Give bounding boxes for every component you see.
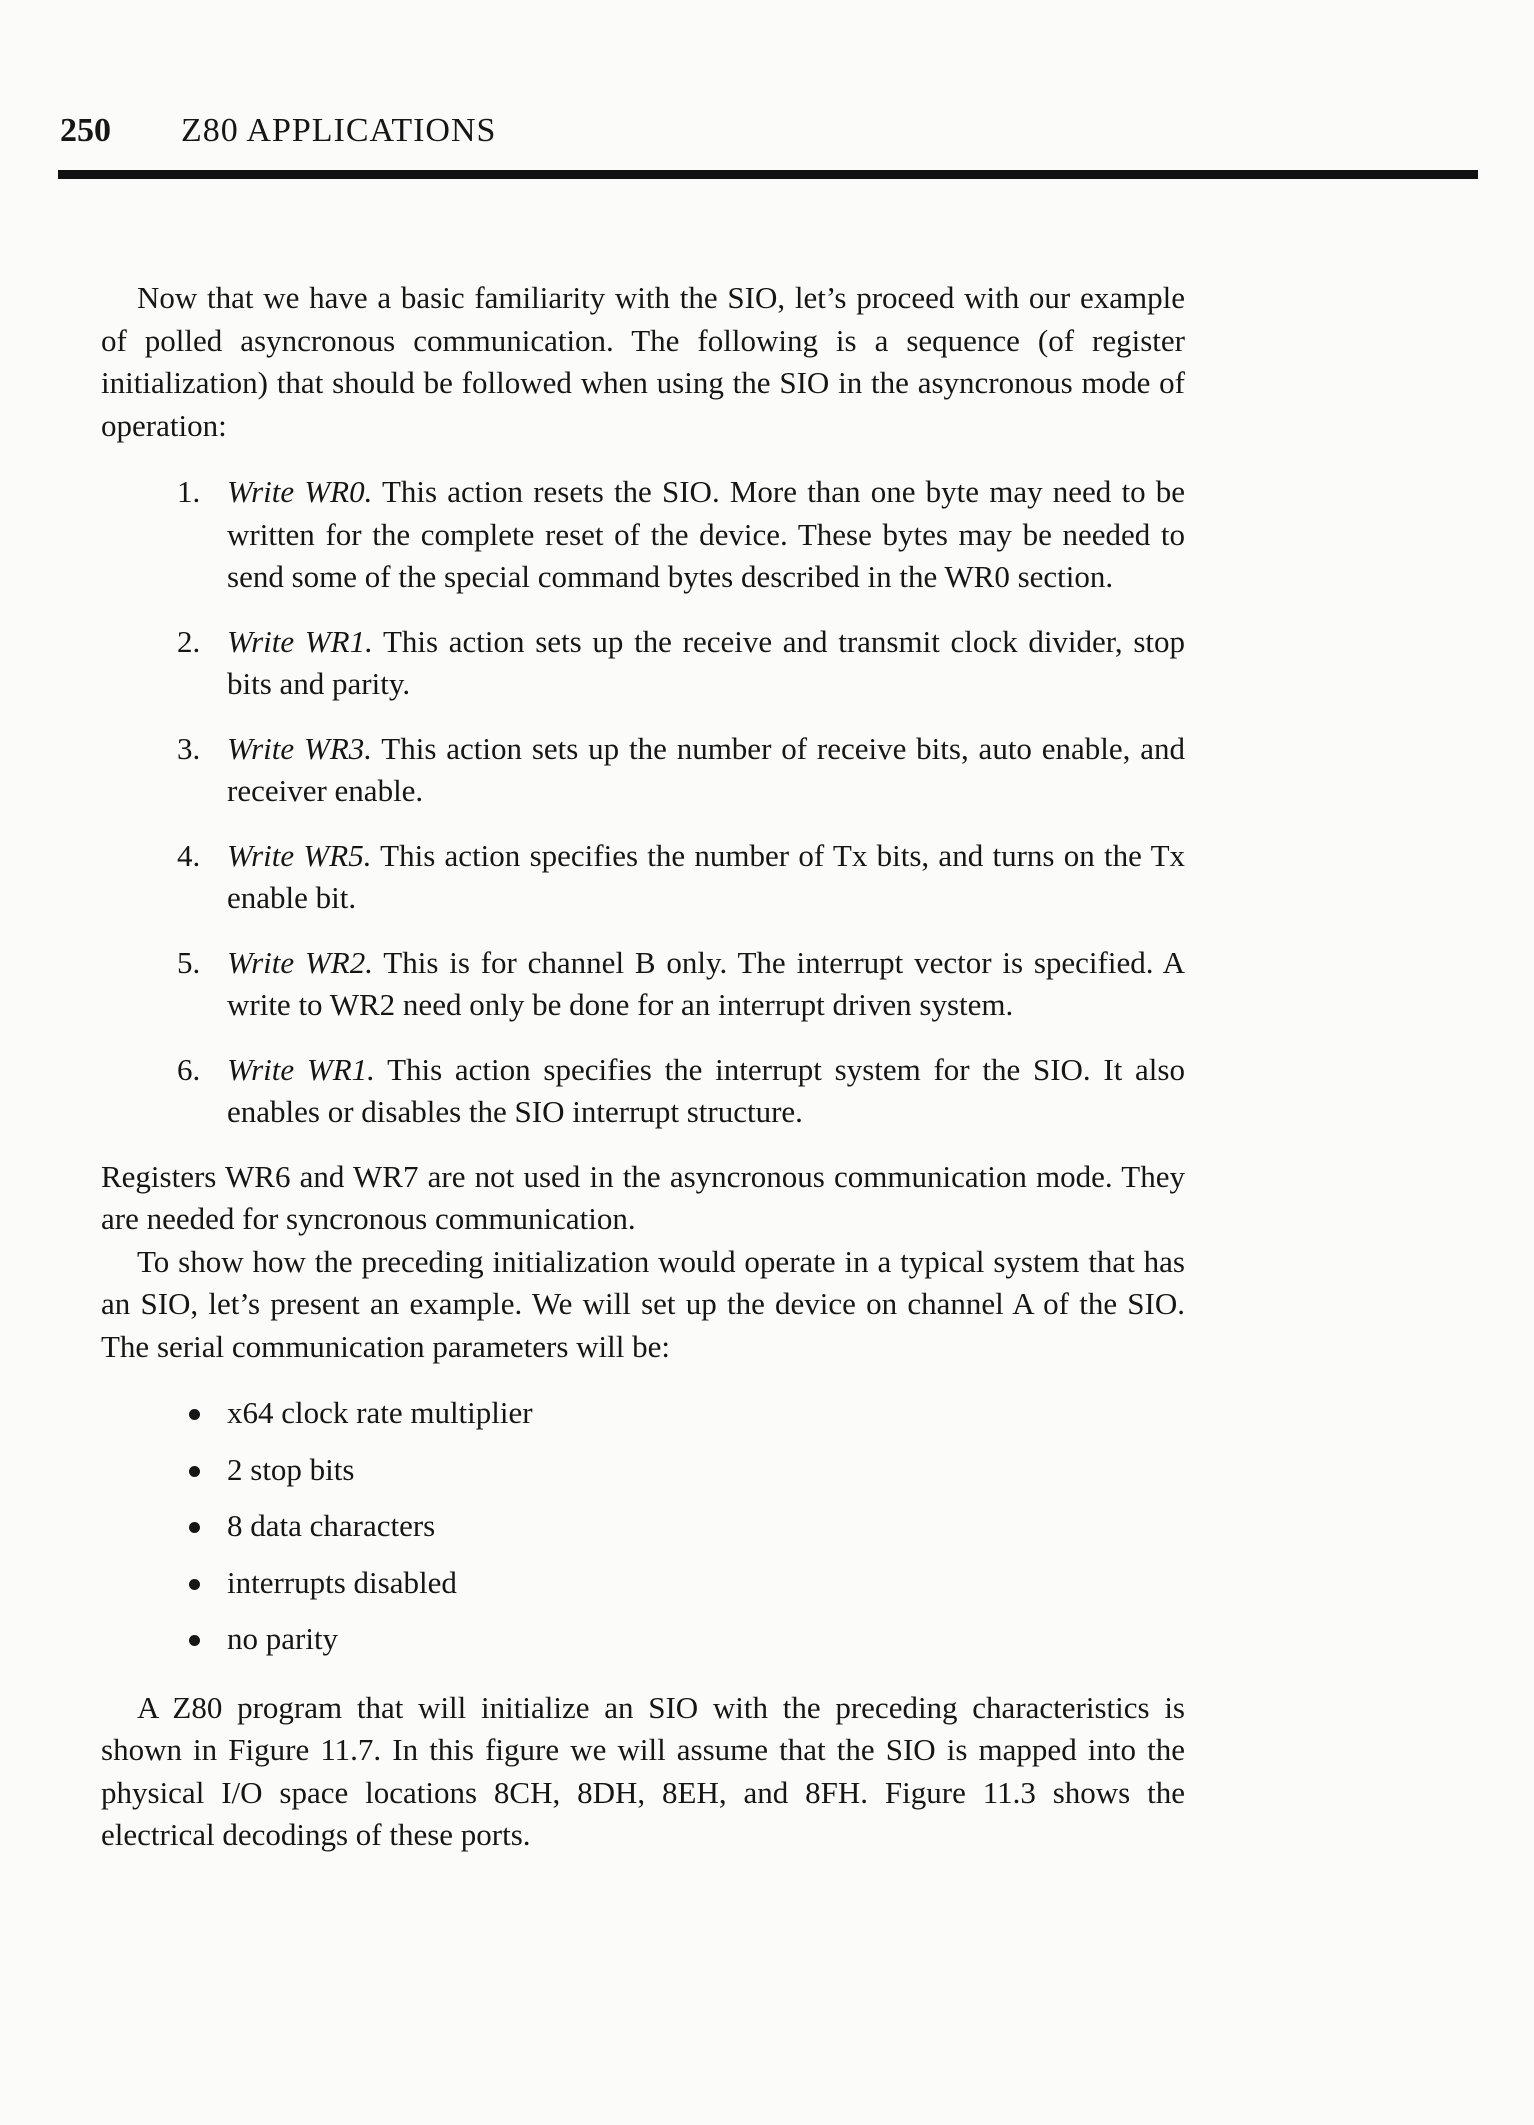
page-header [60, 112, 1480, 156]
list-item [101, 621, 1185, 706]
step-number: 2. [177, 623, 201, 659]
list-item [101, 835, 1185, 920]
step-title: Write WR1. [227, 1051, 375, 1087]
bullet-icon [189, 1635, 200, 1646]
step-text: This action sets up the number of receive bits, auto enable, and receiver enable. [227, 730, 1185, 808]
example-paragraph: To show how the preceding initialization would operate in a typical system that has an SIO, let’s present an example. We will set up the device on channel A of the SIO. The serial communication parameters will be: [101, 1243, 1185, 1364]
program-paragraph: A Z80 program that will initialize an SIO with the preceding characteristics is shown in Figure 11.7. In this figure we will assume that the SIO is mapped into the physical I/O space locations 8CH, 8DH, 8EH, and 8FH. Figure 11.3 shows the electrical decodings of these ports. [101, 1689, 1185, 1852]
init-steps-list [101, 471, 1185, 1134]
parameter-text: 8 data characters [227, 1508, 436, 1543]
bullet-icon [189, 1522, 200, 1533]
step-title: Write WR0. [227, 474, 373, 509]
bullet-icon [189, 1579, 200, 1590]
intro-paragraph: Now that we have a basic familiarity with the SIO, let’s proceed with our example of polled asyncronous communication. The following is a sequence (of register initialization) that should be followed when using the SIO in the asyncronous mode of operation: [101, 280, 1185, 443]
list-item [101, 1392, 1185, 1435]
step-title: Write WR3. [227, 730, 373, 766]
bullet-icon [189, 1409, 200, 1420]
step-title: Write WR5. [227, 837, 372, 873]
page-number: 250 [60, 112, 111, 149]
step-number: 1. [177, 474, 201, 509]
step-title: Write WR2. [227, 944, 373, 980]
list-item [101, 471, 1185, 599]
step-number: 4. [177, 837, 201, 873]
running-head: Z80 APPLICATIONS [181, 112, 497, 149]
step-number: 6. [177, 1051, 201, 1087]
list-item [101, 1449, 1185, 1492]
parameters-list [101, 1392, 1185, 1661]
step-title: Write WR1. [227, 623, 373, 659]
parameter-text: x64 clock rate multiplier [227, 1395, 533, 1430]
list-item [101, 1562, 1185, 1605]
step-text: This action sets up the receive and transmit clock divider, stop bits and parity. [227, 623, 1185, 701]
registers-paragraph: Registers WR6 and WR7 are not used in the asyncronous communication mode. They are needed for syncronous communication. [101, 1158, 1185, 1236]
step-number: 3. [177, 730, 201, 766]
list-item [101, 1049, 1185, 1134]
list-item [101, 728, 1185, 813]
parameter-text: interrupts disabled [227, 1564, 457, 1600]
list-item [101, 1618, 1185, 1661]
step-text: This is for channel B only. The interrupt vector is specified. A write to WR2 need only be done for an interrupt driven system. [227, 944, 1185, 1022]
step-text: This action resets the SIO. More than one byte may need to be written for the complete reset of the device. These bytes may be needed to send some of the special command bytes described in the WR0 section. [227, 474, 1185, 594]
step-text: This action specifies the number of Tx bits, and turns on the Tx enable bit. [227, 837, 1186, 915]
bullet-icon [189, 1466, 200, 1477]
page-body [101, 277, 1185, 1857]
list-item [101, 942, 1185, 1027]
header-rule [58, 170, 1478, 179]
list-item [101, 1505, 1185, 1548]
parameter-text: 2 stop bits [227, 1451, 355, 1487]
step-text: This action specifies the interrupt system for the SIO. It also enables or disables the SIO interrupt structure. [227, 1051, 1185, 1129]
parameter-text: no parity [227, 1621, 339, 1656]
step-number: 5. [177, 944, 201, 980]
